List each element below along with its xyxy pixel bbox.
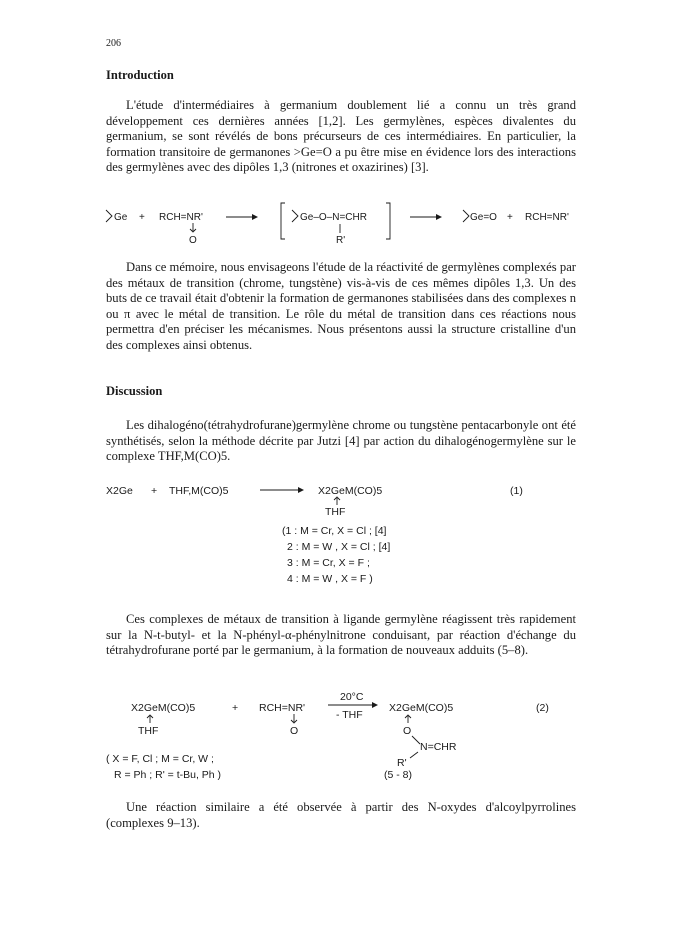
eq1-reactant-2: THF,M(CO)5	[169, 485, 229, 497]
scheme-imine: RCH=NR'	[525, 212, 569, 223]
eq2-condition-top: 20°C	[340, 691, 364, 703]
eq1-number: (1)	[510, 485, 523, 497]
scheme-plus-2: +	[507, 212, 513, 223]
eq2-legend-1: ( X = F, Cl ; M = Cr, W ;	[106, 753, 214, 765]
intro-paragraph-1: L'étude d'intermédiaires à germanium doublement lié a connu un très grand développement ces dernières années [1,2]. Les germylènes, espèces divalentes du germanium, se sont révélés de bons précurseurs de ces intermédiaires. En particulier, la formation transitoire de germanones >Ge=O a pu être mise en évidence lors des interactions des germylènes avec des dipôles 1,3 (nitrones et oxazirines) [3].	[106, 98, 576, 175]
scheme-nitrone-o: O	[189, 235, 197, 246]
eq2-condition-bottom: - THF	[336, 709, 363, 721]
page-number: 206	[106, 38, 121, 49]
eq2-thf: THF	[138, 725, 159, 737]
eq2-product-o: O	[403, 725, 412, 737]
section-heading-introduction: Introduction	[106, 68, 174, 82]
eq2-legend-2: R = Ph ; R' = t-Bu, Ph )	[114, 769, 222, 781]
eq1-thf: THF	[325, 506, 346, 518]
eq1-reactant-1: X2Ge	[106, 485, 133, 497]
eq1-product: X2GeM(CO)5	[318, 485, 383, 497]
scheme-intermediate-rprime: R'	[336, 235, 346, 246]
eq1-legend-3: 3 : M = Cr, X = F ;	[287, 557, 370, 569]
eq1-legend-4: 4 : M = W , X = F )	[287, 573, 373, 585]
scheme-ge: Ge	[114, 212, 128, 223]
eq2-plus: +	[232, 702, 239, 714]
intro-paragraph-2: Dans ce mémoire, nous envisageons l'étude de la réactivité de germylènes complexés par des métaux de transition (chrome, tungstène) vis-à-vis de ces mêmes dipôles 1,3. Un des buts de ce travail était d'obtenir la formation de germanones stabilisées dans des complexes n ou π avec le métal de transition. Le rôle du métal de transition dans ces réactions nous permettra d'en préciser les mécanismes. Nous présentons aussi la structure cristalline d'un des complexes ainsi obtenus.	[106, 260, 576, 352]
discussion-paragraph-2: Ces complexes de métaux de transition à ligande germylène réagissent très rapidement sur la N-t-butyl- et la N-phényl-α-phénylnitrone conduisant, par réaction d'échange du tétrahydrofurane porté par le germanium, à la formation de nouveaux adduits (5–8).	[106, 612, 576, 658]
eq2-reactant-1: X2GeM(CO)5	[131, 702, 196, 714]
scheme-intermediate: Ge–O–N=CHR	[300, 212, 367, 223]
eq2-reactant-2: RCH=NR'	[259, 702, 306, 714]
discussion-paragraph-1: Les dihalogéno(tétrahydrofurane)germylène chrome ou tungstène pentacarbonyle ont été synthétisés, selon la méthode décrite par Jutzi [4] par action du dihalogénogermylène sur le complexe THF,M(CO)5.	[106, 418, 576, 464]
eq1-legend-1: (1 : M = Cr, X = Cl ; [4]	[282, 525, 387, 537]
eq1-legend-2: 2 : M = W , X = Cl ; [4]	[287, 541, 391, 553]
eq2-product-rprime: R'	[397, 757, 407, 769]
eq1-plus: +	[151, 485, 158, 497]
scheme-plus-1: +	[139, 212, 145, 223]
section-heading-discussion: Discussion	[106, 384, 163, 398]
eq2-product: X2GeM(CO)5	[389, 702, 454, 714]
eq2-products: (5 - 8)	[384, 769, 413, 781]
scheme-nitrone: RCH=NR'	[159, 212, 203, 223]
eq2-product-n-chr: N=CHR	[420, 741, 457, 753]
eq2-number: (2)	[536, 702, 549, 714]
scheme-germanone: Ge=O	[470, 212, 497, 223]
eq2-o: O	[290, 725, 299, 737]
discussion-paragraph-3: Une réaction similaire a été observée à partir des N-oxydes d'alcoylpyrrolines (complexes 9–13).	[106, 800, 576, 830]
